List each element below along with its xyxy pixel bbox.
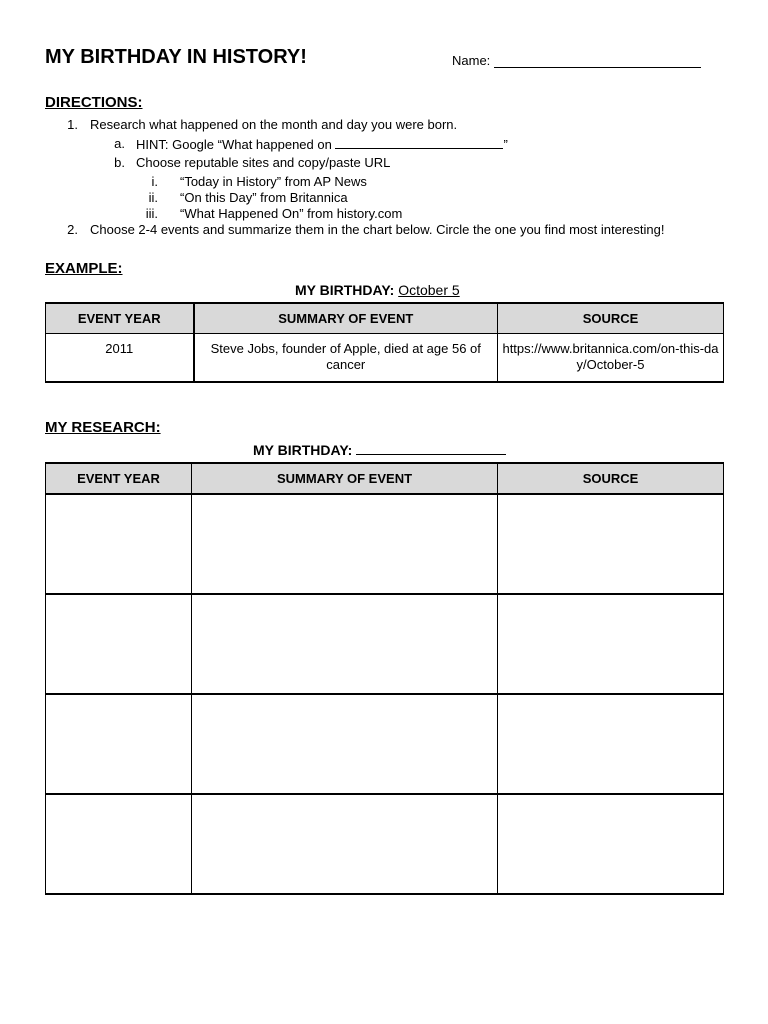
column-header-summary: SUMMARY OF EVENT xyxy=(194,303,498,334)
step-2-text: Choose 2-4 events and summarize them in the chart below. Circle the one you find most interesting! xyxy=(90,222,665,237)
table-row xyxy=(46,794,724,894)
research-year-cell xyxy=(46,794,192,894)
research-birthday xyxy=(253,441,506,458)
step-1-number: 1. xyxy=(67,117,78,132)
example-heading: EXAMPLE: xyxy=(45,260,123,277)
hint-close-quote: ” xyxy=(503,137,508,152)
research-source-cell xyxy=(498,494,724,594)
column-header-event-year: EVENT YEAR xyxy=(46,463,192,494)
research-source-cell xyxy=(498,794,724,894)
research-birthday-blank-line xyxy=(356,441,506,455)
research-year-cell xyxy=(46,694,192,794)
step-1-text: Research what happened on the month and day you were born. xyxy=(90,117,458,132)
step-1b-text: Choose reputable sites and copy/paste URL xyxy=(136,155,391,170)
column-header-event-year: EVENT YEAR xyxy=(46,303,194,334)
hint-text: HINT: Google “What happened on xyxy=(136,137,336,152)
research-source-cell xyxy=(498,594,724,694)
site-3-numeral: iii. xyxy=(145,206,158,221)
site-3-text: “What Happened On” from history.com xyxy=(180,206,403,221)
step-2-number: 2. xyxy=(67,222,78,237)
example-table-header xyxy=(46,303,724,334)
research-heading: MY RESEARCH: xyxy=(45,419,161,436)
example-year-cell: 2011 xyxy=(46,334,194,382)
hint-blank-line xyxy=(335,136,503,149)
name-label: Name: xyxy=(452,53,491,68)
example-table xyxy=(45,302,724,383)
research-summary-cell xyxy=(192,694,498,794)
step-1a-letter: a. xyxy=(114,136,125,151)
directions-heading: DIRECTIONS: xyxy=(45,94,143,111)
research-year-cell xyxy=(46,594,192,694)
site-1-numeral: i. xyxy=(151,174,158,189)
research-birthday-label: MY BIRTHDAY: xyxy=(253,442,353,458)
example-birthday-value: October 5 xyxy=(398,282,460,298)
table-row xyxy=(46,694,724,794)
column-header-source: SOURCE xyxy=(498,303,724,334)
step-1a-hint xyxy=(136,136,508,153)
site-1-text: “Today in History” from AP News xyxy=(180,174,367,189)
research-source-cell xyxy=(498,694,724,794)
research-table xyxy=(45,462,724,895)
research-table-header xyxy=(46,463,724,494)
table-row xyxy=(46,594,724,694)
research-summary-cell xyxy=(192,494,498,594)
research-year-cell xyxy=(46,494,192,594)
column-header-source: SOURCE xyxy=(498,463,724,494)
name-blank-line xyxy=(494,54,701,68)
table-row xyxy=(46,334,724,382)
name-field xyxy=(452,53,701,68)
example-summary-cell: Steve Jobs, founder of Apple, died at age 56 of cancer xyxy=(194,334,498,382)
page-title: MY BIRTHDAY IN HISTORY! xyxy=(45,46,307,68)
site-2-numeral: ii. xyxy=(148,190,158,205)
step-1b-letter: b. xyxy=(114,155,125,170)
research-summary-cell xyxy=(192,594,498,694)
example-birthday-label: MY BIRTHDAY: xyxy=(295,282,395,298)
example-source-cell: https://www.britannica.com/on-this-day/October-5 xyxy=(498,334,724,382)
site-2-text: “On this Day” from Britannica xyxy=(180,190,348,205)
research-summary-cell xyxy=(192,794,498,894)
example-birthday xyxy=(295,282,460,298)
table-row xyxy=(46,494,724,594)
column-header-summary: SUMMARY OF EVENT xyxy=(192,463,498,494)
